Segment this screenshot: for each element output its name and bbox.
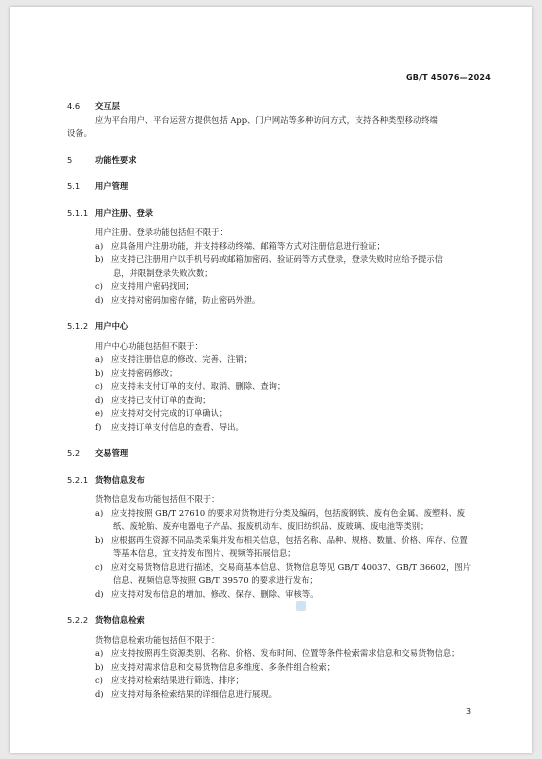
list-item-text: 应支持对交付完成的订单确认； [111,408,228,418]
section-heading [67,614,487,628]
list-item [67,240,487,254]
list-item [67,367,487,381]
paragraph: 用户中心功能包括但不限于： [95,340,203,351]
paragraph: 货物信息发布功能包括但不限于： [95,494,220,504]
list-item-text: 应支持对需求信息和交易货物信息多维度、多条件组合检索； [111,661,336,672]
page-number: 3 [466,707,472,716]
list-item-continuation: 等基本信息，宜支持发布图片、视频等拓展信息； [113,548,296,558]
list-marker: a) [95,240,104,251]
paragraph: 应为平台用户、平台运营方提供包括 App、门户网站等多种访问方式，支持各种类型移动终端 [95,114,438,125]
section-heading [67,180,487,194]
spacer [67,141,487,147]
section-heading [67,100,487,114]
section-number: 5.1.2 [67,321,89,331]
section-title: 用户中心 [95,321,129,331]
section-heading [67,320,487,334]
list-item-text: 应支持密码修改； [111,367,178,378]
section-title: 交易管理 [95,448,129,458]
list-item [67,280,487,294]
section-title: 货物信息发布 [95,474,145,485]
spacer [67,461,487,467]
list-marker: b) [95,254,104,264]
list-item-text: 应支持对检索结果进行筛选、排序； [111,675,244,685]
section-number: 4.6 [67,101,81,111]
section-number: 5 [67,154,73,165]
section-title: 交互层 [95,101,120,111]
list-item [67,294,487,308]
list-marker: b) [95,661,104,672]
list-item [67,534,487,548]
list-item [67,380,487,394]
list-marker: c) [95,561,103,572]
section-number: 5.2 [67,448,81,458]
list-marker: c) [95,381,103,391]
list-item [67,647,487,661]
spacer [67,434,487,440]
list-item-text: 应支持按照 GB/T 27610 的要求对货物进行分类及编码，包括废钢铁、废有色金属、废塑料、废 [111,507,466,518]
list-item [67,674,487,688]
list-item-text: 应支持对每条检索结果的详细信息进行展现。 [111,688,277,699]
list-item-text: 应支持已注册用户以手机号码或邮箱加密码、验证码等方式登录，登录失败时应给予提示信 [111,254,443,264]
list-item-text: 应支持已支付订单的查询； [111,394,211,405]
list-item-text: 应支持订单支付信息的查看、导出。 [111,421,244,432]
list-item-continuation: 息，并限制登录失败次数； [113,267,213,278]
paragraph-continuation: 设备。 [67,128,92,138]
list-item-text: 应支持用户密码找回； [111,281,194,291]
list-item [67,661,487,675]
list-item [67,561,487,575]
list-item-continuation: 纸、废轮胎、废弃电器电子产品、报废机动车、废旧纺织品、废玻璃、废电池等类别； [113,521,429,531]
standard-number: GB/T 45076—2024 [406,73,491,82]
list-marker: d) [95,588,104,599]
list-marker: d) [95,688,104,699]
list-marker: b) [95,534,104,545]
list-item-text: 应对交易货物信息进行描述，交易商基本信息、货物信息等见 GB/T 40037、GB/T 36602，图片 [111,561,472,572]
spacer [67,307,487,313]
list-item-text: 应具备用户注册功能，并支持移动终端、邮箱等方式对注册信息进行验证； [111,240,385,251]
section-title: 用户管理 [95,181,129,191]
paragraph: 用户注册、登录功能包括但不限于： [95,227,228,237]
list-item [67,394,487,408]
list-item-text: 应支持按照再生资源类别、名称、价格、发布时间、位置等条件检索需求信息和交易货物信息； [111,648,460,658]
list-item-text: 应支持未支付订单的支付、取消、删除、查询； [111,381,286,391]
document-page [10,7,532,753]
list-marker: e) [95,408,104,418]
list-item-text: 应支持对密码加密存储，防止密码外泄。 [111,294,261,305]
section-number: 5.1 [67,181,81,191]
list-marker: d) [95,394,104,405]
list-item [67,421,487,435]
list-marker: a) [95,507,104,518]
section-heading [67,207,487,221]
list-marker: d) [95,294,104,305]
list-marker: f) [95,421,102,432]
document-body [67,100,487,701]
section-number: 5.2.2 [67,615,89,625]
list-item [67,507,487,521]
scan-mark-icon [296,601,306,611]
list-item-text: 应支持对发布信息的增加、修改、保存、删除、审核等。 [111,588,319,599]
list-item-text: 应根据再生资源不同品类采集并发布相关信息，包括名称、品种、规格、数量、价格、库存、位置 [111,534,468,545]
section-title: 货物信息检索 [95,615,145,625]
list-item [67,407,487,421]
section-title: 功能性要求 [95,154,137,165]
paragraph: 货物信息检索功能包括但不限于： [95,634,220,645]
spacer [67,601,487,607]
section-heading [67,447,487,461]
list-item-text: 应支持注册信息的修改、完善、注销； [111,354,253,364]
list-marker: b) [95,367,104,378]
list-marker: a) [95,354,104,364]
spacer [67,194,487,200]
list-marker: c) [95,281,103,291]
list-item [67,688,487,702]
section-number: 5.2.1 [67,474,89,485]
list-item [67,353,487,367]
list-marker: a) [95,648,104,658]
spacer [67,167,487,173]
list-item [67,253,487,267]
section-heading [67,154,487,168]
list-item-continuation: 信息、视频信息等按照 GB/T 39570 的要求进行发布； [113,575,318,585]
section-number: 5.1.1 [67,207,89,218]
list-item [67,588,487,602]
section-title: 用户注册、登录 [95,207,154,218]
section-heading [67,474,487,488]
list-marker: c) [95,675,103,685]
